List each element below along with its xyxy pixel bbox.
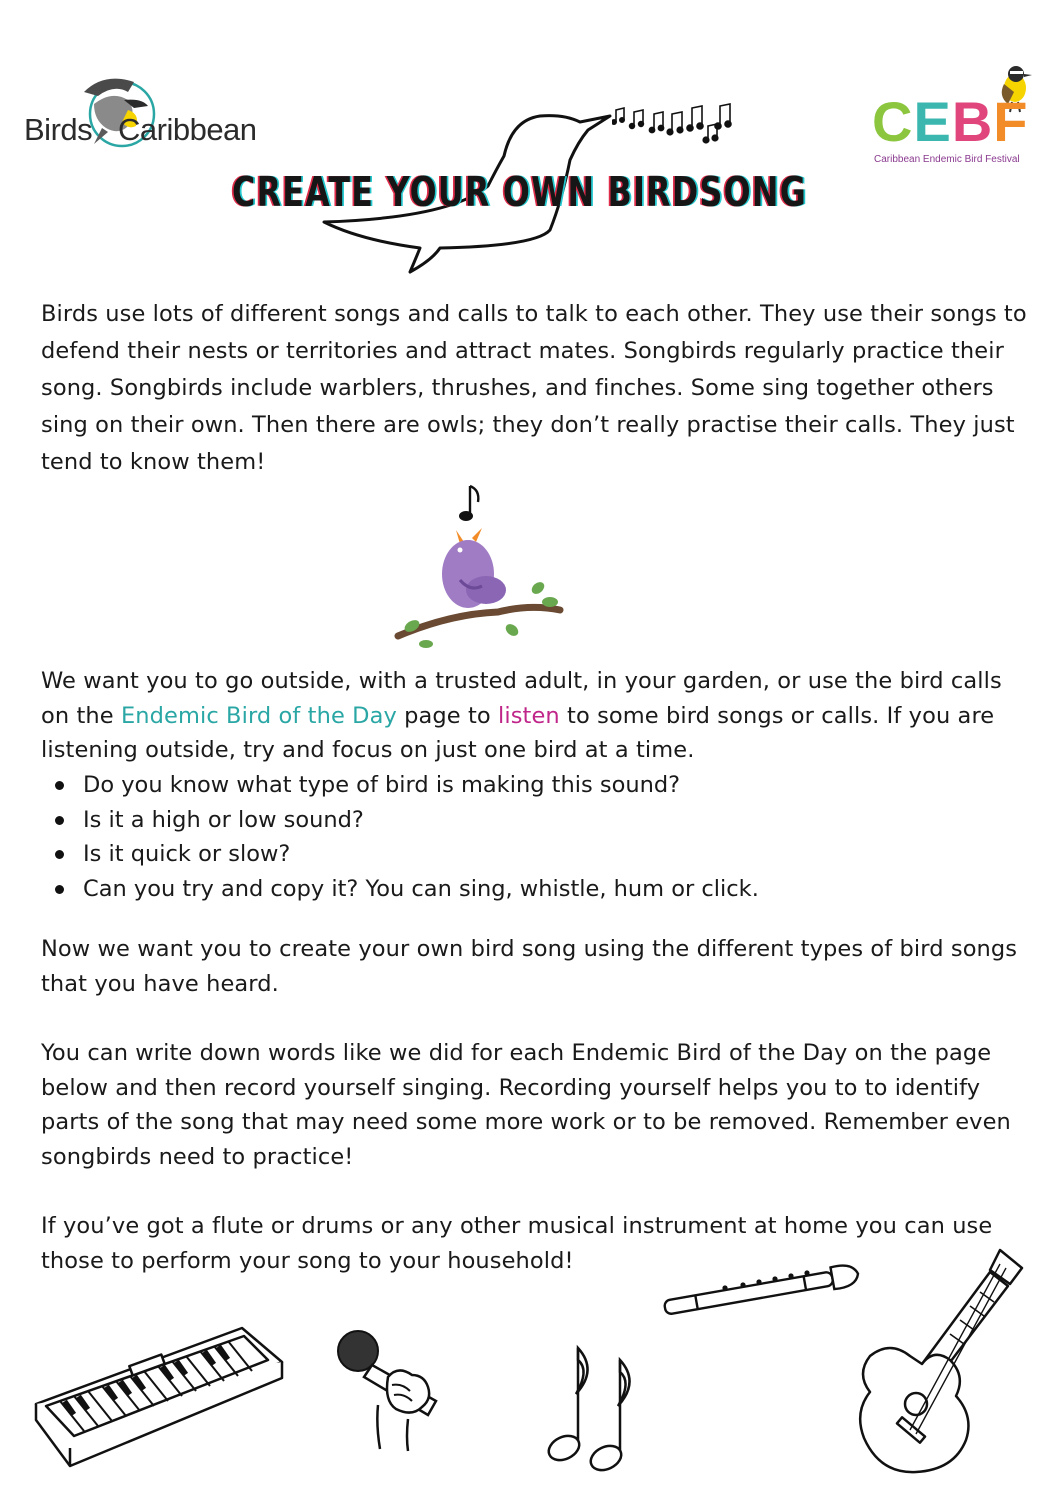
singing-bird-icon (390, 478, 580, 658)
outside-text-part2: page to (396, 702, 499, 729)
microphone-icon (332, 1325, 462, 1455)
cebf-logo (870, 62, 1040, 172)
birdscaribbean-logo (24, 70, 274, 160)
cebf-letter-e: E (913, 90, 952, 153)
list-item: Is it quick or slow? (41, 837, 759, 872)
outside-text-part1: We want you to go outside, with a trusted adult, in your garden, or use the bird calls on the (41, 668, 1002, 729)
listen-link[interactable]: listen (498, 702, 560, 729)
instrument-paragraph: If you’ve got a flute or drums or any other musical instrument at home you can use those to perform your song to your household! (41, 1213, 993, 1274)
eighth-notes-icon (542, 1340, 652, 1480)
question-list (41, 768, 759, 906)
create-paragraph: Now we want you to create your own bird song using the different types of bird songs that you have heard. (41, 936, 1018, 997)
guitar-icon (850, 1244, 1030, 1494)
list-item: Do you know what type of bird is making this sound? (41, 768, 759, 803)
cebf-letter-b: B (951, 90, 994, 153)
keyboard-icon (30, 1320, 290, 1490)
write-paragraph: You can write down words like we did for each Endemic Bird of the Day on the page below and then record yourself singing. Recording yourself helps you to to identify parts of the song that may need some more work or to be removed. Remember even songbirds need to practice! (41, 1040, 1011, 1170)
intro-paragraph: Birds use lots of different songs and calls to talk to each other. They use their songs to defend their nests or territories and attract mates. Songbirds regularly practice their song. Songbirds include warblers, thrushes, and finches. Some sing together others sing on their own. Then there are owls; they don’t really practise their calls. They just tend to know them! (41, 301, 1027, 475)
list-item: Can you try and copy it? You can sing, whistle, hum or click. (41, 872, 759, 907)
outside-text-part3: to some bird songs or calls. If you are listening outside, try and focus on just one bird at a time. (41, 702, 995, 763)
cebf-letter-c: C (872, 90, 914, 153)
endemic-bird-of-the-day-link[interactable]: Endemic Bird of the Day (120, 702, 397, 729)
cebf-letter-f: F (993, 90, 1029, 153)
flute-icon (655, 1258, 865, 1318)
page-title: CREATE YOUR OWN BIRDSONG (232, 168, 808, 216)
music-notes-icon (612, 100, 742, 150)
list-item: Is it a high or low sound? (41, 803, 759, 838)
outside-paragraph (41, 664, 1031, 768)
cebf-subtitle: Caribbean Endemic Bird Festival (874, 154, 1020, 165)
logo-text-caribbean: Caribbean (118, 112, 257, 147)
logo-text-birds: Birds (24, 112, 93, 147)
